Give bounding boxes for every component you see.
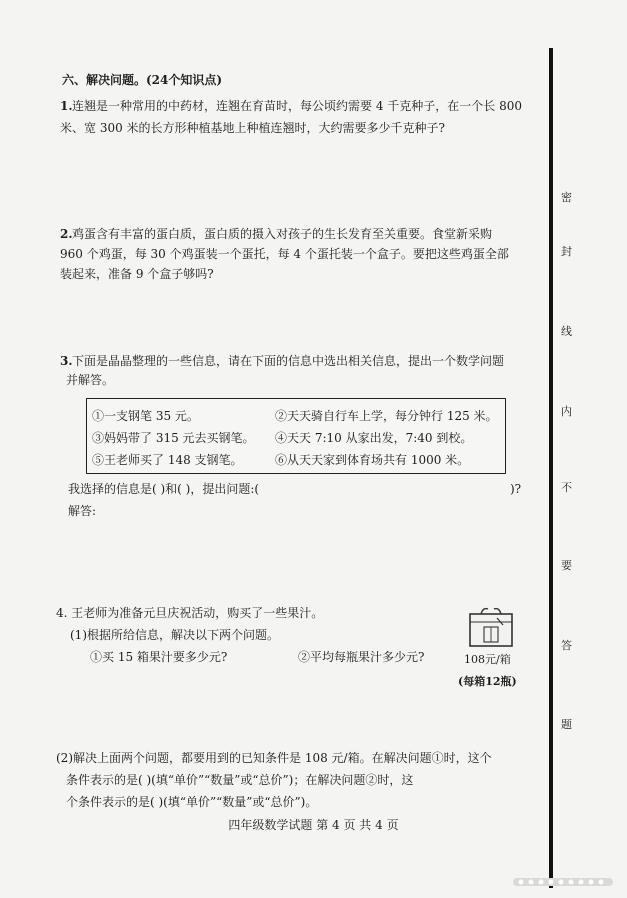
- binding-char: 不: [561, 481, 572, 494]
- q3-answer-line: 我选择的信息是( )和( )，提出问题:(: [68, 482, 260, 496]
- info-item-2: ②天天骑自行车上学，每分钟行 125 米。: [275, 409, 498, 423]
- binding-line: [549, 48, 553, 888]
- q2-number: 2.: [60, 227, 73, 241]
- q3-solve-label: 解答:: [68, 504, 97, 518]
- q1-line2: 米、宽 300 米的长方形种植基地上种植连翘时，大约需要多少千克种子?: [60, 121, 445, 135]
- q4-part2-line1: (2)解决上面两个问题，都要用到的已知条件是 108 元/箱。在解决问题①时，这个: [56, 751, 492, 765]
- q3-line1: 下面是晶晶整理的一些信息，请在下面的信息中选出相关信息，提出一个数学问题: [72, 354, 505, 368]
- info-item-6: ⑥从天天家到体育场共有 1000 米。: [275, 453, 470, 467]
- q4-part1: (1)根据所给信息，解决以下两个问题。: [70, 628, 279, 642]
- info-box: [86, 398, 506, 474]
- info-item-5: ⑤王老师买了 148 支钢笔。: [92, 453, 243, 467]
- q3-line2: 并解答。: [66, 373, 115, 387]
- info-item-3: ③妈妈带了 315 元去买钢笔。: [92, 431, 255, 445]
- q4-sub2: ②平均每瓶果汁多少元?: [298, 650, 425, 664]
- binding-char: 题: [561, 718, 572, 731]
- q3-number: 3.: [60, 354, 73, 368]
- q2-line2: 960 个鸡蛋，每 30 个鸡蛋装一个蛋托，每 4 个蛋托装一个盒子。要把这些鸡蛋全部: [60, 247, 509, 261]
- q4-part2-line3: 个条件表示的是( )(填“单价”“数量”或“总价”)。: [66, 795, 318, 809]
- page-dots-decoration: [513, 878, 613, 886]
- binding-char: 要: [561, 559, 572, 572]
- q4-intro: 4. 王老师为准备元旦庆祝活动，购买了一些果汁。: [56, 606, 324, 620]
- info-item-1: ①一支钢笔 35 元。: [92, 409, 199, 423]
- binding-char: 线: [561, 325, 572, 338]
- section-title: 六、解决问题。(24个知识点): [62, 73, 223, 87]
- price-label: 108元/箱: [464, 653, 511, 666]
- per-box-label: (每箱12瓶): [458, 675, 517, 688]
- q2-line3: 装起来，准备 9 个盒子够吗?: [60, 267, 214, 281]
- q1-line1: 连翘是一种常用的中药材，连翘在育苗时，每公顷约需要 4 千克种子，在一个长 800: [72, 99, 522, 113]
- page-footer: 四年级数学试题 第 4 页 共 4 页: [228, 818, 399, 832]
- binding-char: 答: [561, 639, 572, 652]
- q3-answer-end: )?: [510, 482, 522, 496]
- binding-char: 密: [561, 191, 572, 204]
- binding-char: 内: [561, 405, 572, 418]
- q4-part2-line2: 条件表示的是( )(填“单价”“数量”或“总价”)；在解决问题②时，这: [66, 773, 414, 787]
- binding-char: 封: [561, 245, 572, 258]
- q4-sub1: ①买 15 箱果汁要多少元?: [90, 650, 228, 664]
- info-item-4: ④天天 7:10 从家出发，7:40 到校。: [275, 431, 473, 445]
- q1-number: 1.: [60, 99, 73, 113]
- q2-line1: 鸡蛋含有丰富的蛋白质，蛋白质的摄入对孩子的生长发育至关重要。食堂新采购: [72, 227, 493, 241]
- juice-box-icon: [467, 606, 515, 648]
